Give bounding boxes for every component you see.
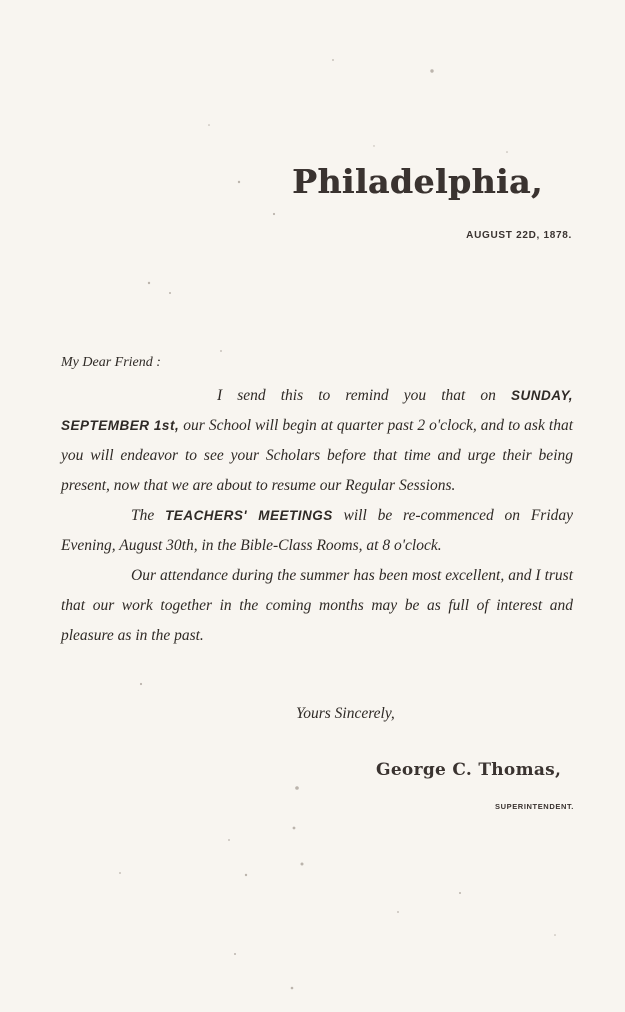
paragraph-reminder-rest: our School will begin at quarter past 2 o'clock, and to ask that you will endeavor to see your Scholars before that time and urge their being present, now that we are about to resume our Regular Sessions. <box>61 417 573 494</box>
teachers-meetings-emphasis: TEACHERS' MEETINGS <box>165 508 333 523</box>
sunday-date-emphasis: SUNDAY, SEPTEMBER 1st, <box>61 388 573 433</box>
paragraph-reminder-intro: I send this to remind you that on <box>217 387 511 404</box>
letter-date: AUGUST 22D, 1878. <box>466 230 572 241</box>
signature: George C. Thomas, <box>376 760 562 780</box>
closing: Yours Sincerely, <box>296 705 395 722</box>
paragraph-teachers-meetings <box>61 501 573 561</box>
paragraph-reminder <box>61 381 573 501</box>
signature-title: SUPERINTENDENT. <box>494 802 574 811</box>
letter-body <box>61 381 573 651</box>
letterhead-place: Philadelphia, <box>292 162 543 201</box>
paragraph-meetings-rest: will be re-commenced on Friday Evening, August 30th, in the Bible-Class Rooms, at 8 o'clock. <box>61 507 574 554</box>
salutation: My Dear Friend : <box>61 355 161 370</box>
paragraph-meetings-intro: The <box>131 507 166 524</box>
paragraph-attendance: Our attendance during the summer has been most excellent, and I trust that our work together in the coming months may be as full of interest and pleasure as in the past. <box>61 567 573 644</box>
